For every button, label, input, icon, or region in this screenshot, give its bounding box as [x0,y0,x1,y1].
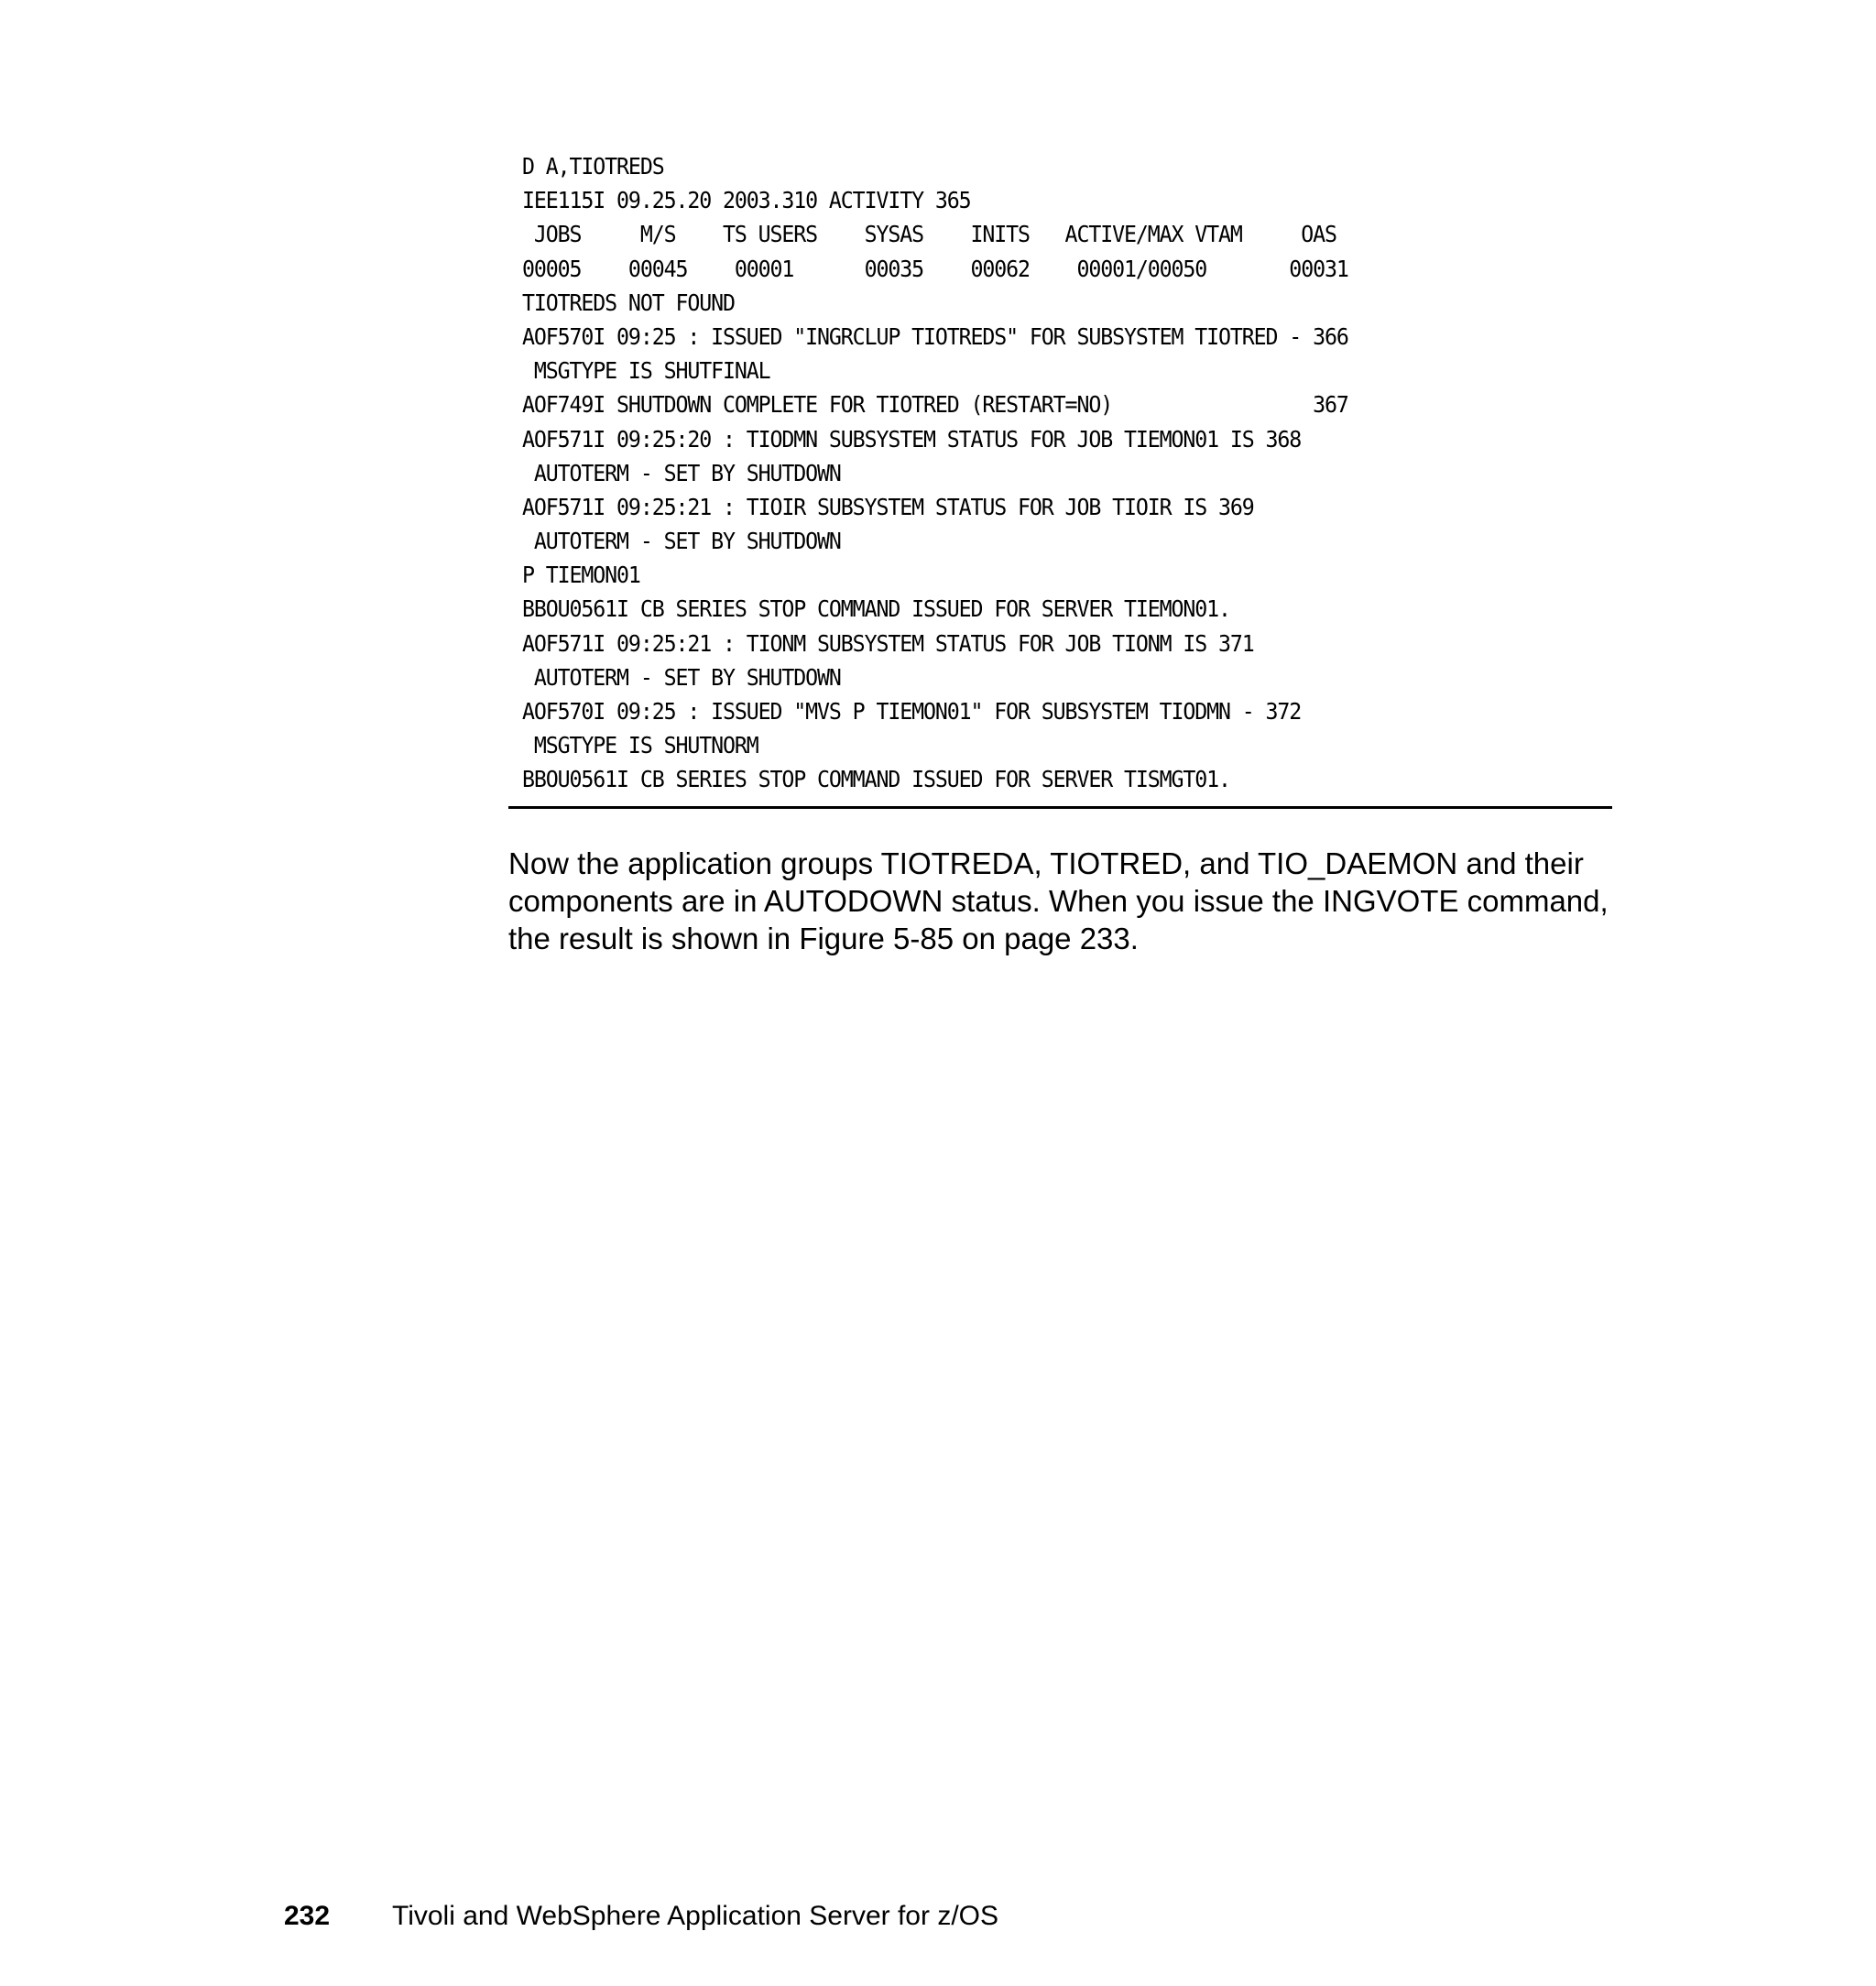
console-bottom-rule [508,806,1612,809]
console-line: AOF570I 09:25 : ISSUED "MVS P TIEMON01" FOR SUBSYSTEM TIODMN - 372 [522,698,1302,725]
console-line: JOBS M/S TS USERS SYSAS INITS ACTIVE/MAX VTAM OAS [522,221,1336,248]
console-line: D A,TIOTREDS [522,153,664,180]
page-footer [284,1898,998,1935]
console-line: AOF571I 09:25:20 : TIODMN SUBSYSTEM STATUS FOR JOB TIEMON01 IS 368 [522,425,1302,453]
console-line: P TIEMON01 [522,562,640,589]
console-line: AOF571I 09:25:21 : TIONM SUBSYSTEM STATUS FOR JOB TIONM IS 371 [522,629,1254,657]
body-paragraph: Now the application groups TIOTREDA, TIOTRED, and TIO_DAEMON and their components are in AUTODOWN status. When you issue the INGVOTE command, the result is shown in Figure 5-85 on page 233. [508,846,1609,955]
console-line: AUTOTERM - SET BY SHUTDOWN [522,528,841,555]
console-line: BBOU0561I CB SERIES STOP COMMAND ISSUED FOR SERVER TIEMON01. [522,595,1230,623]
console-line: 00005 00045 00001 00035 00062 00001/00050 00031 [522,255,1348,282]
console-line: AOF570I 09:25 : ISSUED "INGRCLUP TIOTREDS" FOR SUBSYSTEM TIOTRED - 366 [522,322,1348,350]
console-line: IEE115I 09.25.20 2003.310 ACTIVITY 365 [522,187,971,214]
console-line: AOF749I SHUTDOWN COMPLETE FOR TIOTRED (RESTART=NO) 367 [522,391,1348,419]
console-line: BBOU0561I CB SERIES STOP COMMAND ISSUED FOR SERVER TISMGT01. [522,766,1230,793]
console-line: MSGTYPE IS SHUTFINAL [522,357,770,385]
console-output [522,149,1544,797]
console-line: AUTOTERM - SET BY SHUTDOWN [522,459,841,486]
console-line: AOF571I 09:25:21 : TIOIR SUBSYSTEM STATUS FOR JOB TIOIR IS 369 [522,493,1254,520]
console-line: MSGTYPE IS SHUTNORM [522,732,758,759]
console-line: AUTOTERM - SET BY SHUTDOWN [522,663,841,691]
book-title: Tivoli and WebSphere Application Server for z/OS [392,1901,998,1931]
console-line: TIOTREDS NOT FOUND [522,289,735,316]
page-number: 232 [284,1901,331,1931]
